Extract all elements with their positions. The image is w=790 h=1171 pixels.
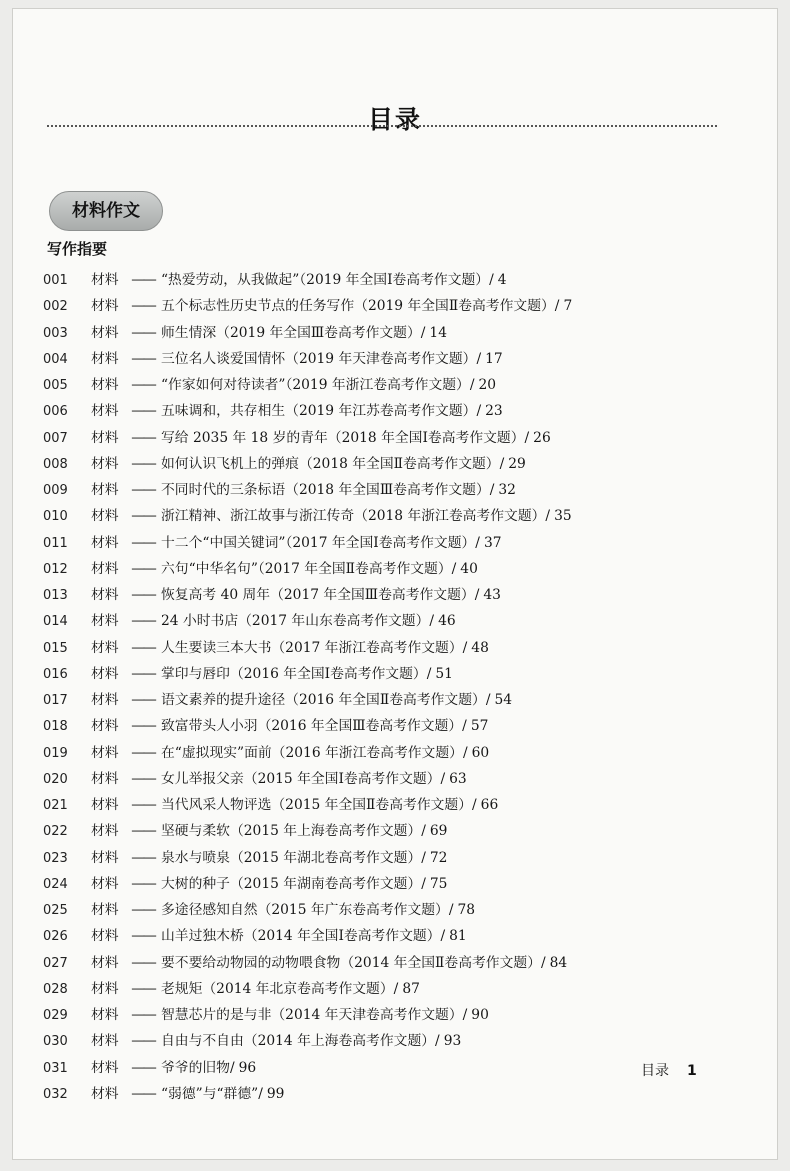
toc-entry-number: 014 bbox=[43, 614, 68, 630]
toc-entry-separator: / bbox=[421, 875, 426, 892]
toc-entry-title: 五个标志性历史节点的任务写作（2019 年全国Ⅱ卷高考作文题） bbox=[161, 298, 555, 315]
section-badge: 材料作文 bbox=[49, 191, 163, 231]
toc-entry[interactable] bbox=[43, 582, 763, 608]
toc-entry-label: 材料 bbox=[91, 1085, 119, 1102]
toc-entry-label: 材料 bbox=[91, 665, 119, 682]
toc-entry[interactable] bbox=[43, 976, 763, 1002]
toc-entry-separator: / bbox=[393, 980, 399, 997]
toc-entry-number: 022 bbox=[43, 824, 68, 840]
toc-entry-label: 材料 bbox=[91, 298, 119, 315]
toc-entry-title: 泉水与喷泉（2015 年湖北卷高考作文题） bbox=[161, 849, 422, 866]
toc-entry-number: 002 bbox=[43, 299, 68, 315]
toc-entry-title: 在“虚拟现实”面前（2016 年浙江卷高考作文题） bbox=[161, 744, 463, 761]
toc-entry-title: 六句“中华名句”（2017 年全国Ⅱ卷高考作文题） bbox=[161, 560, 452, 577]
toc-entry-label: 材料 bbox=[91, 744, 119, 761]
toc-entry-separator: / bbox=[462, 639, 468, 656]
toc-entry-dash: —— bbox=[131, 770, 155, 787]
toc-entry-page: 32 bbox=[498, 482, 516, 498]
toc-entry-title: 语文素养的提升途径（2016 年全国Ⅱ卷高考作文题） bbox=[161, 692, 486, 708]
toc-entry[interactable] bbox=[43, 897, 763, 923]
toc-entry-number: 029 bbox=[43, 1008, 68, 1023]
toc-entry-label: 材料 bbox=[91, 403, 119, 420]
toc-entry-title: 写给 2035 年 18 岁的青年（2018 年全国Ⅰ卷高考作文题） bbox=[161, 429, 525, 446]
toc-entry-page: 37 bbox=[483, 534, 502, 551]
toc-entry-page: 99 bbox=[266, 1085, 285, 1102]
toc-entry[interactable] bbox=[43, 923, 763, 949]
toc-entry-label: 材料 bbox=[91, 272, 119, 288]
toc-entry-label: 材料 bbox=[91, 639, 119, 656]
toc-entry-separator: / bbox=[476, 350, 482, 367]
toc-entry-page: 87 bbox=[402, 980, 420, 997]
toc-entry-separator: / bbox=[435, 1033, 440, 1050]
toc-entry-label: 材料 bbox=[91, 1033, 119, 1050]
toc-entry-number: 006 bbox=[43, 404, 68, 420]
toc-entry-dash: —— bbox=[131, 692, 155, 708]
subsection-heading: 写作指要 bbox=[47, 240, 108, 258]
title-dotted-divider bbox=[47, 125, 717, 127]
toc-entry-number: 017 bbox=[43, 693, 68, 708]
toc-entry-number: 018 bbox=[43, 719, 68, 735]
toc-entry[interactable] bbox=[43, 267, 763, 293]
toc-entry-dash: —— bbox=[131, 403, 155, 420]
toc-entry-label: 材料 bbox=[91, 587, 119, 603]
toc-entry-title: 24 小时书店（2017 年山东卷高考作文题） bbox=[161, 613, 430, 630]
toc-entry-title: 人生要读三本大书（2017 年浙江卷高考作文题） bbox=[161, 639, 463, 656]
toc-entry-title: 老规矩（2014 年北京卷高考作文题） bbox=[161, 980, 394, 997]
toc-entry-label: 材料 bbox=[91, 560, 119, 577]
toc-entry[interactable] bbox=[43, 556, 763, 582]
toc-entry-page: 48 bbox=[471, 639, 489, 656]
toc-entry-page: 81 bbox=[449, 928, 467, 945]
toc-entry-label: 材料 bbox=[91, 718, 119, 735]
toc-entry-separator: / bbox=[476, 403, 482, 420]
toc-entry[interactable] bbox=[43, 1002, 763, 1028]
toc-entry-page: 57 bbox=[470, 718, 489, 735]
toc-entry-dash: —— bbox=[131, 560, 155, 577]
toc-entry-title: 女儿举报父亲（2015 年全国Ⅰ卷高考作文题） bbox=[161, 770, 441, 787]
page-title: 目录 bbox=[367, 104, 422, 134]
toc-list bbox=[43, 267, 763, 1107]
toc-entry-separator: / bbox=[229, 1059, 235, 1076]
toc-entry-label: 材料 bbox=[91, 1059, 119, 1076]
toc-entry-page: 54 bbox=[494, 692, 513, 708]
toc-entry-separator: / bbox=[421, 849, 426, 866]
toc-entry-dash: —— bbox=[131, 954, 155, 971]
toc-entry-page: 72 bbox=[429, 849, 448, 866]
toc-entry-dash: —— bbox=[131, 508, 155, 525]
toc-entry-dash: —— bbox=[131, 377, 155, 393]
toc-entry-label: 材料 bbox=[91, 692, 119, 708]
toc-entry-label: 材料 bbox=[91, 823, 119, 840]
toc-entry-separator: / bbox=[451, 560, 457, 577]
toc-entry-separator: / bbox=[448, 902, 454, 918]
toc-entry-page: 29 bbox=[508, 455, 526, 472]
toc-entry[interactable] bbox=[43, 320, 763, 346]
toc-entry-number: 008 bbox=[43, 456, 68, 472]
toc-entry-separator: / bbox=[485, 692, 491, 708]
toc-entry-title: 大树的种子（2015 年湖南卷高考作文题） bbox=[161, 875, 422, 892]
toc-entry-number: 011 bbox=[43, 535, 68, 551]
toc-entry-page: 60 bbox=[471, 744, 490, 761]
toc-entry[interactable] bbox=[43, 398, 763, 424]
toc-entry-number: 020 bbox=[43, 771, 68, 787]
toc-entry[interactable] bbox=[43, 425, 763, 451]
toc-entry-title: 五味调和，共存相生（2019 年江苏卷高考作文题） bbox=[161, 403, 477, 420]
toc-entry[interactable] bbox=[43, 661, 763, 687]
toc-entry-label: 材料 bbox=[91, 534, 119, 551]
toc-entry-dash: —— bbox=[131, 744, 155, 761]
toc-entry-separator: / bbox=[258, 1085, 263, 1102]
toc-entry-separator: / bbox=[524, 429, 530, 446]
toc-entry[interactable] bbox=[43, 950, 763, 976]
toc-entry-dash: —— bbox=[131, 718, 155, 735]
toc-entry-separator: / bbox=[545, 508, 551, 525]
toc-entry-number: 025 bbox=[43, 903, 68, 918]
toc-entry-title: 多途径感知自然（2015 年广东卷高考作文题） bbox=[161, 902, 449, 918]
toc-entry[interactable] bbox=[43, 740, 763, 766]
toc-entry-title: 恢复高考 40 周年（2017 年全国Ⅲ卷高考作文题） bbox=[161, 587, 475, 603]
toc-entry-number: 012 bbox=[43, 561, 68, 577]
toc-entry-dash: —— bbox=[131, 875, 155, 892]
toc-entry-separator: / bbox=[462, 1007, 468, 1023]
page-footer bbox=[641, 1060, 697, 1080]
toc-entry-number: 013 bbox=[43, 588, 68, 603]
toc-entry-page: 26 bbox=[533, 429, 551, 446]
toc-entry-title: “作家如何对待读者”（2019 年浙江卷高考作文题） bbox=[161, 377, 470, 393]
footer-page-number: 1 bbox=[687, 1063, 697, 1079]
toc-entry-title: “热爱劳动，从我做起”（2019 年全国Ⅰ卷高考作文题） bbox=[161, 272, 490, 288]
toc-entry-dash: —— bbox=[131, 455, 155, 472]
toc-entry[interactable] bbox=[43, 845, 763, 871]
toc-entry-number: 007 bbox=[43, 430, 68, 446]
toc-entry-page: 51 bbox=[435, 665, 453, 682]
toc-entry-title: 掌印与唇印（2016 年全国Ⅰ卷高考作文题） bbox=[161, 665, 427, 682]
toc-entry-dash: —— bbox=[131, 587, 155, 603]
toc-entry-number: 023 bbox=[43, 850, 68, 866]
toc-entry-title: 智慧芯片的是与非（2014 年天津卷高考作文题） bbox=[161, 1007, 463, 1023]
toc-entry-dash: —— bbox=[131, 534, 155, 551]
toc-entry-dash: —— bbox=[131, 1085, 155, 1102]
toc-entry-separator: / bbox=[499, 455, 505, 472]
toc-entry-page: 84 bbox=[549, 954, 568, 971]
toc-entry-dash: —— bbox=[131, 823, 155, 840]
toc-entry-dash: —— bbox=[131, 272, 155, 288]
toc-entry-number: 024 bbox=[43, 876, 68, 892]
toc-entry-title: 十二个“中国关键词”（2017 年全国Ⅰ卷高考作文题） bbox=[161, 534, 476, 551]
toc-entry-title: 浙江精神、浙江故事与浙江传奇（2018 年浙江卷高考作文题） bbox=[161, 508, 546, 525]
toc-entry-label: 材料 bbox=[91, 350, 119, 367]
toc-entry-title: 师生情深（2019 年全国Ⅲ卷高考作文题） bbox=[161, 324, 421, 341]
toc-entry-separator: / bbox=[475, 534, 480, 551]
toc-entry-dash: —— bbox=[131, 324, 155, 341]
toc-entry[interactable] bbox=[43, 635, 763, 661]
toc-entry-page: 93 bbox=[443, 1033, 462, 1050]
toc-entry-number: 005 bbox=[43, 378, 68, 393]
toc-entry-separator: / bbox=[541, 954, 546, 971]
toc-entry[interactable] bbox=[43, 871, 763, 897]
toc-entry[interactable] bbox=[43, 346, 763, 372]
toc-entry-number: 031 bbox=[43, 1060, 68, 1076]
toc-entry-number: 019 bbox=[43, 745, 68, 761]
toc-entry-page: 90 bbox=[471, 1007, 489, 1023]
toc-entry-title: 自由与不自由（2014 年上海卷高考作文题） bbox=[161, 1033, 436, 1050]
toc-entry-label: 材料 bbox=[91, 377, 119, 393]
toc-entry-dash: —— bbox=[131, 980, 155, 997]
toc-entry-label: 材料 bbox=[91, 613, 119, 630]
toc-entry[interactable] bbox=[43, 713, 763, 739]
toc-entry-separator: / bbox=[472, 797, 477, 813]
toc-entry-dash: —— bbox=[131, 665, 155, 682]
toc-entry-title: 不同时代的三条标语（2018 年全国Ⅲ卷高考作文题） bbox=[161, 482, 490, 498]
toc-entry[interactable] bbox=[43, 372, 763, 398]
toc-entry-page: 43 bbox=[483, 587, 501, 603]
toc-entry-separator: / bbox=[489, 272, 494, 288]
toc-entry-label: 材料 bbox=[91, 954, 119, 971]
toc-entry[interactable] bbox=[43, 1028, 763, 1054]
toc-entry-dash: —— bbox=[131, 928, 155, 945]
toc-entry-separator: / bbox=[462, 718, 467, 735]
toc-entry-dash: —— bbox=[131, 849, 155, 866]
toc-entry-page: 40 bbox=[460, 560, 478, 577]
toc-entry-separator: / bbox=[429, 613, 435, 630]
toc-entry-label: 材料 bbox=[91, 429, 119, 446]
toc-entry-dash: —— bbox=[131, 902, 155, 918]
toc-entry-dash: —— bbox=[131, 1033, 155, 1050]
toc-entry-page: 75 bbox=[429, 875, 448, 892]
toc-entry-page: 4 bbox=[497, 272, 507, 288]
toc-entry-number: 003 bbox=[43, 325, 68, 341]
toc-entry-label: 材料 bbox=[91, 770, 119, 787]
toc-entry-page: 66 bbox=[480, 797, 499, 813]
toc-entry-page: 7 bbox=[563, 298, 573, 315]
toc-entry-number: 004 bbox=[43, 351, 68, 367]
toc-entry-separator: / bbox=[474, 587, 480, 603]
toc-entry-label: 材料 bbox=[91, 1007, 119, 1023]
toc-entry-page: 14 bbox=[429, 324, 447, 341]
toc-entry-page: 35 bbox=[554, 508, 572, 525]
toc-page bbox=[12, 8, 778, 1160]
toc-entry-title: 坚硬与柔软（2015 年上海卷高考作文题） bbox=[161, 823, 422, 840]
toc-entry-label: 材料 bbox=[91, 324, 119, 341]
toc-entry-page: 20 bbox=[478, 377, 497, 393]
toc-entry-label: 材料 bbox=[91, 797, 119, 813]
toc-entry-number: 009 bbox=[43, 483, 68, 498]
toc-entry-number: 021 bbox=[43, 798, 68, 813]
toc-entry[interactable] bbox=[43, 477, 763, 503]
toc-entry-separator: / bbox=[420, 324, 426, 341]
toc-entry[interactable] bbox=[43, 530, 763, 556]
toc-entry-page: 96 bbox=[238, 1059, 257, 1076]
toc-entry-title: 爷爷的旧物 bbox=[161, 1059, 230, 1076]
toc-entry-title: 致富带头人小羽（2016 年全国Ⅲ卷高考作文题） bbox=[161, 718, 463, 735]
toc-entry-number: 030 bbox=[43, 1034, 68, 1050]
toc-entry-label: 材料 bbox=[91, 928, 119, 945]
toc-entry[interactable] bbox=[43, 1081, 763, 1107]
toc-entry-number: 027 bbox=[43, 955, 68, 971]
toc-entry-number: 015 bbox=[43, 640, 68, 656]
toc-entry-dash: —— bbox=[131, 429, 155, 446]
toc-entry-page: 78 bbox=[457, 902, 476, 918]
toc-entry-dash: —— bbox=[131, 1059, 155, 1076]
toc-entry-separator: / bbox=[489, 482, 495, 498]
toc-entry-title: 如何认识飞机上的弹痕（2018 年全国Ⅱ卷高考作文题） bbox=[161, 455, 500, 472]
toc-entry-separator: / bbox=[462, 744, 468, 761]
toc-entry-label: 材料 bbox=[91, 875, 119, 892]
toc-entry-page: 69 bbox=[429, 823, 448, 840]
toc-entry-dash: —— bbox=[131, 350, 155, 367]
footer-label: 目录 bbox=[641, 1063, 669, 1079]
toc-entry[interactable] bbox=[43, 503, 763, 529]
toc-entry-number: 032 bbox=[43, 1086, 68, 1102]
toc-entry-page: 46 bbox=[438, 613, 456, 630]
toc-entry-separator: / bbox=[426, 665, 432, 682]
toc-entry-title: 要不要给动物园的动物喂食物（2014 年全国Ⅱ卷高考作文题） bbox=[161, 954, 541, 971]
toc-entry-page: 23 bbox=[485, 403, 503, 420]
toc-entry[interactable] bbox=[43, 608, 763, 634]
toc-entry-label: 材料 bbox=[91, 980, 119, 997]
toc-entry-separator: / bbox=[421, 823, 426, 840]
toc-entry-separator: / bbox=[440, 928, 446, 945]
toc-entry-title: 三位名人谈爱国情怀（2019 年天津卷高考作文题） bbox=[161, 350, 477, 367]
toc-entry[interactable] bbox=[43, 766, 763, 792]
toc-entry-dash: —— bbox=[131, 482, 155, 498]
toc-entry-title: “弱德”与“群德” bbox=[161, 1085, 259, 1102]
toc-entry-title: 当代风采人物评选（2015 年全国Ⅱ卷高考作文题） bbox=[161, 797, 473, 813]
toc-entry-dash: —— bbox=[131, 298, 155, 315]
toc-entry-label: 材料 bbox=[91, 902, 119, 918]
toc-entry-number: 026 bbox=[43, 929, 68, 945]
toc-entry-dash: —— bbox=[131, 613, 155, 630]
toc-entry-number: 016 bbox=[43, 666, 68, 682]
toc-entry[interactable] bbox=[43, 818, 763, 844]
toc-entry[interactable] bbox=[43, 451, 763, 477]
toc-entry-number: 001 bbox=[43, 273, 68, 288]
toc-entry-number: 010 bbox=[43, 509, 68, 525]
toc-entry-label: 材料 bbox=[91, 849, 119, 866]
toc-entry-dash: —— bbox=[131, 797, 155, 813]
toc-entry-label: 材料 bbox=[91, 508, 119, 525]
toc-entry-separator: / bbox=[554, 298, 560, 315]
toc-entry-page: 63 bbox=[449, 770, 467, 787]
toc-entry-page: 17 bbox=[485, 350, 503, 367]
toc-entry-dash: —— bbox=[131, 639, 155, 656]
toc-entry[interactable] bbox=[43, 792, 763, 818]
toc-entry-dash: —— bbox=[131, 1007, 155, 1023]
toc-entry-label: 材料 bbox=[91, 455, 119, 472]
toc-entry[interactable] bbox=[43, 687, 763, 713]
toc-entry-label: 材料 bbox=[91, 482, 119, 498]
toc-entry[interactable] bbox=[43, 293, 763, 319]
toc-entry-separator: / bbox=[469, 377, 475, 393]
toc-entry-number: 028 bbox=[43, 981, 68, 997]
toc-entry-title: 山羊过独木桥（2014 年全国Ⅰ卷高考作文题） bbox=[161, 928, 441, 945]
toc-entry-separator: / bbox=[440, 770, 446, 787]
